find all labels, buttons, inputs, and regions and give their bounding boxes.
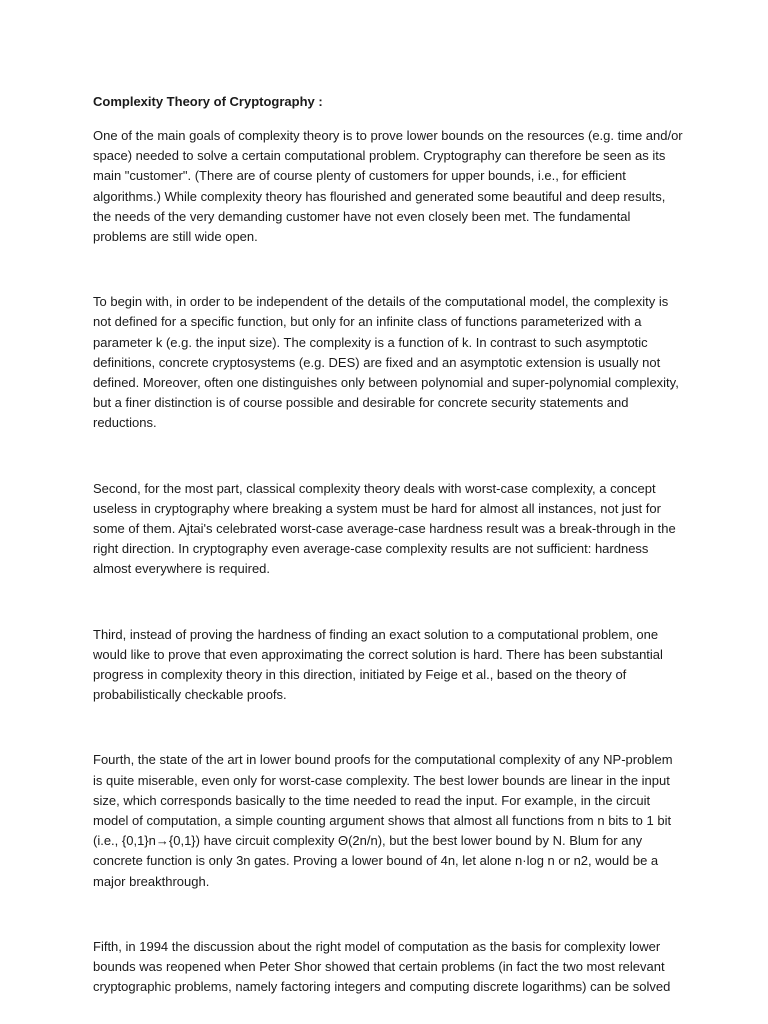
paragraph-asymptotic: To begin with, in order to be independent of the details of the computational model, the complexity is not defined for a specific function, but only for an infinite class of functions parameterized with a parameter k (e.g. the input size). The complexity is a function of k. In contrast to such asymptotic definitions, concrete cryptosystems (e.g. DES) are fixed and an asymptotic extension is usually not defined. Moreover, often one distinguishes only between polynomial and super-polynomial complexity, but a finer distinction is of course possible and desirable for concrete security statements and reductions. <box>93 294 679 431</box>
document-title: Complexity Theory of Cryptography : <box>93 94 323 109</box>
paragraph-intro: One of the main goals of complexity theory is to prove lower bounds on the resources (e.g. time and/or space) needed to solve a certain computational problem. Cryptography can therefore be seen as its main "customer". (There are of course plenty of customers for upper bounds, i.e., for efficient algorithms.) While complexity theory has flourished and generated some beautiful and deep results, the needs of the very demanding customer have not even closely been met. The fundamental problems are still wide open. <box>93 128 683 245</box>
paragraph-approximation: Third, instead of proving the hardness of finding an exact solution to a computational problem, one would like to prove that even approximating the correct solution is hard. There has been substantial progress in complexity theory in this direction, initiated by Feige et al., based on the theory of probabilistically checkable proofs. <box>93 626 663 703</box>
paragraph-worst-case: Second, for the most part, classical complexity theory deals with worst-case complexity, a concept useless in cryptography where breaking a system must be hard for almost all instances, not just for some of them. Ajtai's celebrated worst-case average-case hardness result was a break-through in the right direction. In cryptography even average-case complexity results are not sufficient: hardness almost everywhere is required. <box>93 480 676 577</box>
document-page <box>93 92 685 998</box>
paragraph-lower-bounds: Fourth, the state of the art in lower bound proofs for the computational complexity of any NP-problem is quite miserable, even only for worst-case complexity. The best lower bounds are linear in the input size, which corresponds basically to the time needed to read the input. For example, in the circuit model of computation, a simple counting argument shows that almost all functions from n bits to 1 bit (i.e., {0,1}n→{0,1}) have circuit complexity Θ(2n/n), but the best lower bound by N. Blum for any concrete function is only 3n gates. Proving a lower bound of 4n, let alone n·log n or n2, would be a major breakthrough. <box>93 752 673 889</box>
paragraph-quantum: Fifth, in 1994 the discussion about the right model of computation as the basis for complexity lower bounds was reopened when Peter Shor showed that certain problems (in fact the two most relevant cryptographic problems, namely factoring integers and computing discrete logarithms) can be solved <box>93 938 671 995</box>
